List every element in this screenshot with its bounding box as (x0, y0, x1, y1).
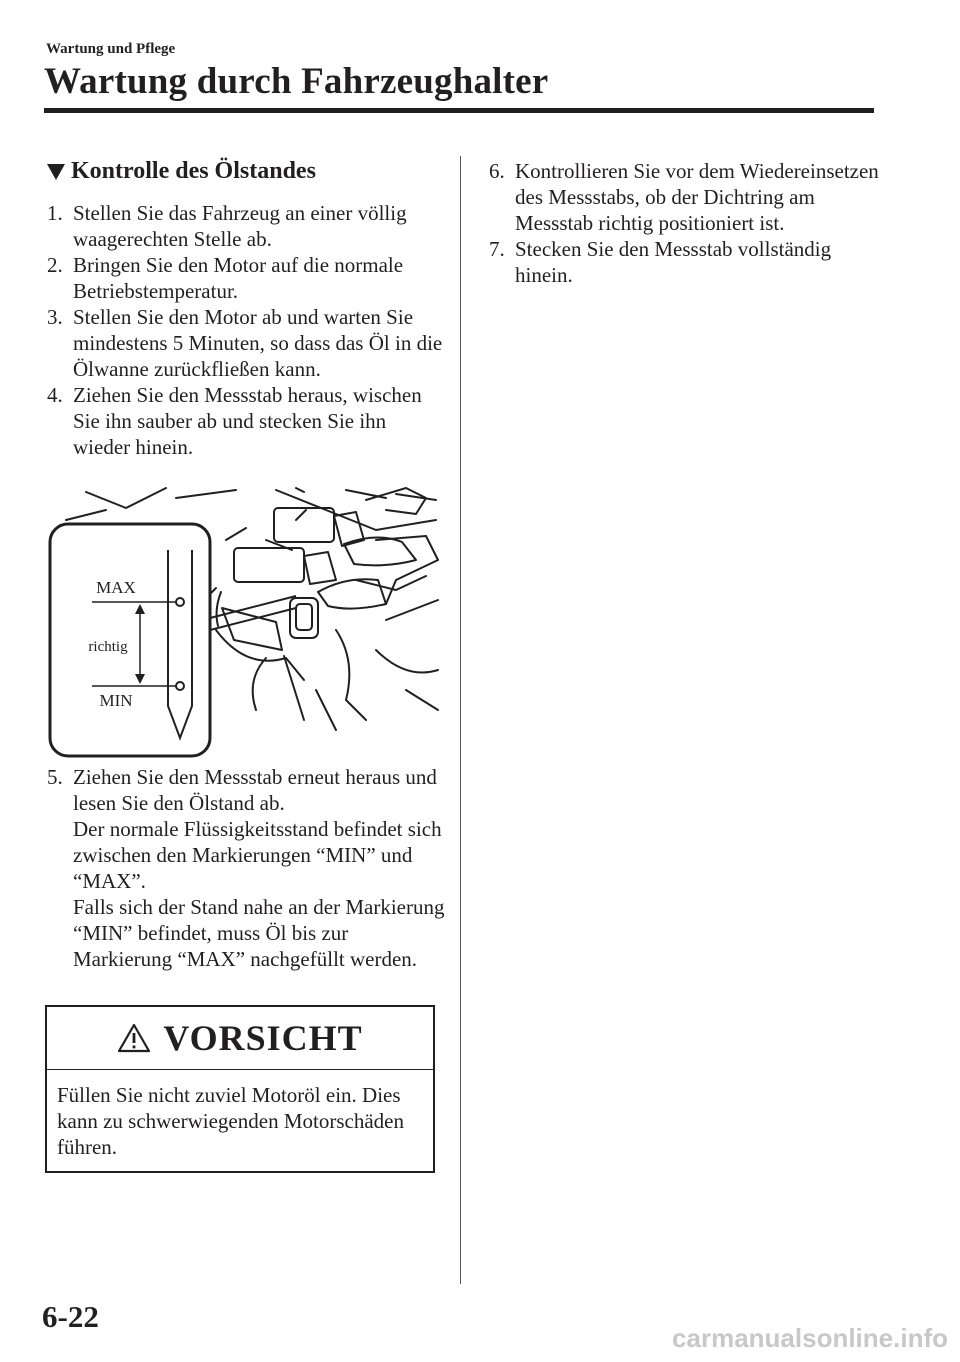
column-divider (460, 156, 461, 1284)
footer-watermark: carmanualsonline.info (672, 1323, 948, 1353)
warning-triangle-icon (117, 1023, 151, 1053)
list-item (47, 252, 447, 304)
caution-title: VORSICHT (163, 1018, 363, 1058)
step-number: 3. (47, 305, 63, 329)
max-label: MAX (96, 578, 136, 597)
step-number: 5. (47, 765, 63, 789)
caution-header (47, 1007, 433, 1070)
min-label: MIN (99, 691, 133, 710)
list-item (47, 382, 447, 460)
step-note: Falls sich der Stand nahe an der Markierung “MIN” befindet, muss Öl bis zur Markierung “MAX” nachgefüllt werden. (73, 895, 445, 971)
triangle-bullet-icon (47, 164, 65, 180)
caution-text: Füllen Sie nicht zuviel Motoröl ein. Dies kann zu schwerwiegenden Motorschäden führen. (57, 1083, 404, 1159)
steps-list-left (47, 200, 447, 460)
step-text: Kontrollieren Sie vor dem Wiedereinsetzen des Messstabs, ob der Dichtring am Messstab richtig positioniert ist. (515, 159, 879, 235)
list-item (47, 200, 447, 252)
page-title: Wartung durch Fahrzeughalter (44, 61, 549, 102)
step-note: Der normale Flüssigkeitsstand befindet sich zwischen den Markierungen “MIN” und “MAX”. (73, 817, 442, 893)
chapter-title: Wartung und Pflege (46, 41, 176, 57)
step-text: Bringen Sie den Motor auf die normale Betriebstemperatur. (73, 253, 404, 303)
list-item (489, 158, 879, 236)
step-text: Ziehen Sie den Messstab erneut heraus und lesen Sie den Ölstand ab. (73, 765, 437, 815)
ok-label: richtig (88, 639, 128, 655)
step-number: 1. (47, 201, 63, 225)
step-number: 2. (47, 253, 63, 277)
title-rule (44, 108, 874, 113)
step-text: Stecken Sie den Messstab vollständig hinein. (515, 237, 832, 287)
step-text: Stellen Sie das Fahrzeug an einer völlig waagerechten Stelle ab. (73, 201, 407, 251)
step-number: 6. (489, 159, 505, 183)
step-number: 4. (47, 383, 63, 407)
steps-list-right (489, 158, 879, 288)
step-text: Ziehen Sie den Messstab heraus, wischen Sie ihn sauber ab und stecken Sie ihn wieder hinein. (73, 383, 422, 459)
dipstick-illustration (46, 480, 446, 760)
list-item (47, 764, 447, 972)
section-heading (47, 158, 316, 185)
list-item (489, 236, 879, 288)
steps-list-step5 (47, 764, 447, 972)
step-number: 7. (489, 237, 505, 261)
caution-box (45, 1005, 435, 1173)
list-item (47, 304, 447, 382)
step-text: Stellen Sie den Motor ab und warten Sie mindestens 5 Minuten, so dass das Öl in die Ölwanne zurückfließen kann. (73, 305, 443, 381)
section-heading-text: Kontrolle des Ölstandes (71, 158, 316, 184)
page-number: 6-22 (42, 1299, 99, 1334)
